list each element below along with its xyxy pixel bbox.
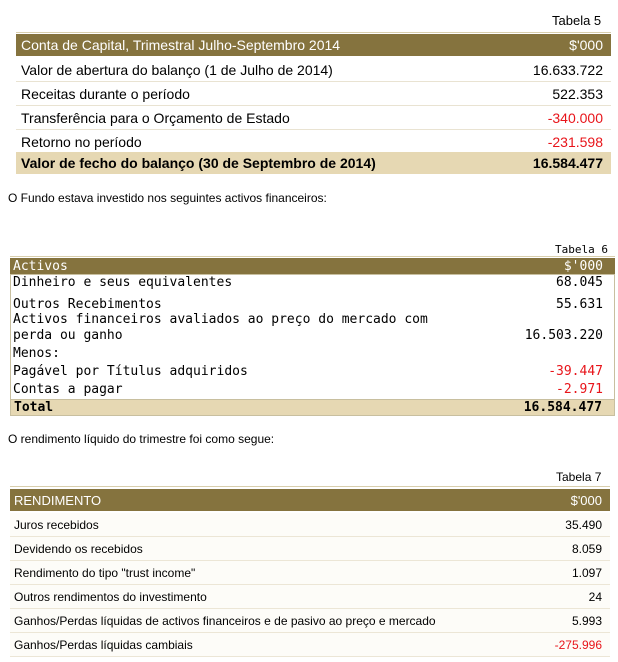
row-value: 35.490: [565, 517, 602, 532]
row-value: -231.598: [547, 133, 603, 150]
table7-header: [10, 489, 610, 511]
row-value: -2.971: [556, 381, 603, 397]
row-label: Outros Recebimentos: [13, 296, 162, 312]
table5-top-rule: [16, 32, 611, 33]
row-value: -340.000: [547, 109, 603, 126]
row-value: 16.503.220: [524, 328, 603, 343]
table-row: [10, 561, 610, 585]
table5-header-unit: $'000: [569, 37, 603, 53]
table6-top-rule: [10, 256, 615, 257]
row-label: Contas a pagar: [13, 381, 123, 397]
table6-total-row: [10, 399, 615, 416]
row-label-line2: perda ou ganho: [13, 328, 123, 343]
table5-total-row: [16, 152, 611, 174]
total-label: Valor de fecho do balanço (30 de Septembro de 2014): [21, 155, 376, 171]
row-label: Transferência para o Orçamento de Estado: [21, 109, 290, 126]
row-label: Retorno no período: [21, 133, 142, 150]
row-value: 24: [588, 589, 602, 604]
table-row: [10, 362, 615, 380]
table-row: [10, 273, 615, 291]
row-value: 8.059: [571, 541, 602, 556]
row-label: Pagável por Títulus adquiridos: [13, 363, 248, 379]
row-label: Valor de abertura do balanço (1 de Julho de 2014): [21, 62, 333, 78]
row-value: -275.996: [554, 637, 602, 652]
table-row: [16, 105, 611, 129]
row-label: Rendimento do tipo "trust income": [14, 565, 196, 580]
table7-header-label: RENDIMENTO: [14, 492, 102, 508]
table-row: [10, 585, 610, 609]
table6-header-label: Activos: [13, 259, 68, 274]
table-row: [10, 295, 615, 313]
row-label-line1: Activos financeiros avaliados ao preço do mercado com: [13, 312, 428, 327]
table-row: [16, 58, 611, 82]
table-row: [16, 129, 611, 153]
row-label: [13, 312, 428, 344]
table5-caption: Tabela 5: [552, 13, 602, 28]
table-row: [10, 513, 610, 537]
row-value: 1.097: [571, 565, 602, 580]
table5-header-label: Conta de Capital, Trimestral Julho-Septembro 2014: [21, 37, 341, 53]
row-label: Juros recebidos: [14, 517, 99, 532]
total-value: 16.584.477: [523, 400, 602, 415]
table-row: [10, 537, 610, 561]
row-value: 16.633.722: [532, 62, 603, 78]
row-value: 55.631: [556, 296, 603, 312]
table7-header-unit: $'000: [570, 492, 602, 508]
row-label: Menos:: [13, 345, 60, 361]
total-value: 16.584.477: [532, 155, 603, 171]
table5-header: [16, 34, 611, 56]
row-label: Ganhos/Perdas líquidas cambiais: [14, 637, 193, 652]
row-value: 68.045: [556, 274, 603, 290]
table7-caption: Tabela 7: [556, 470, 602, 484]
row-label: Outros rendimentos do investimento: [14, 589, 207, 604]
table-row: [10, 380, 615, 398]
row-value: 522.353: [552, 85, 603, 102]
table-row: [10, 633, 610, 657]
total-label: Total: [14, 400, 54, 415]
table6-header-unit: $'000: [563, 259, 603, 274]
paragraph-income-intro: O rendimento líquido do trimestre foi como segue:: [8, 432, 275, 446]
table-row: [10, 609, 610, 633]
row-label: Ganhos/Perdas líquidas de activos financeiros e de pasivo ao preço e mercado: [14, 613, 436, 628]
table-row: [10, 312, 615, 344]
table7-top-rule: [10, 486, 610, 487]
row-value: 5.993: [571, 613, 602, 628]
table-row: [10, 344, 615, 362]
row-label: Dinheiro e seus equivalentes: [13, 274, 233, 290]
table6-caption: Tabela 6: [555, 243, 608, 256]
paragraph-assets-intro: O Fundo estava investido nos seguintes activos financeiros:: [8, 191, 327, 205]
row-label: Receitas durante o período: [21, 85, 190, 102]
row-label: Devidendo os recebidos: [14, 541, 143, 556]
row-value: -39.447: [548, 363, 603, 379]
table-row: [16, 81, 611, 105]
